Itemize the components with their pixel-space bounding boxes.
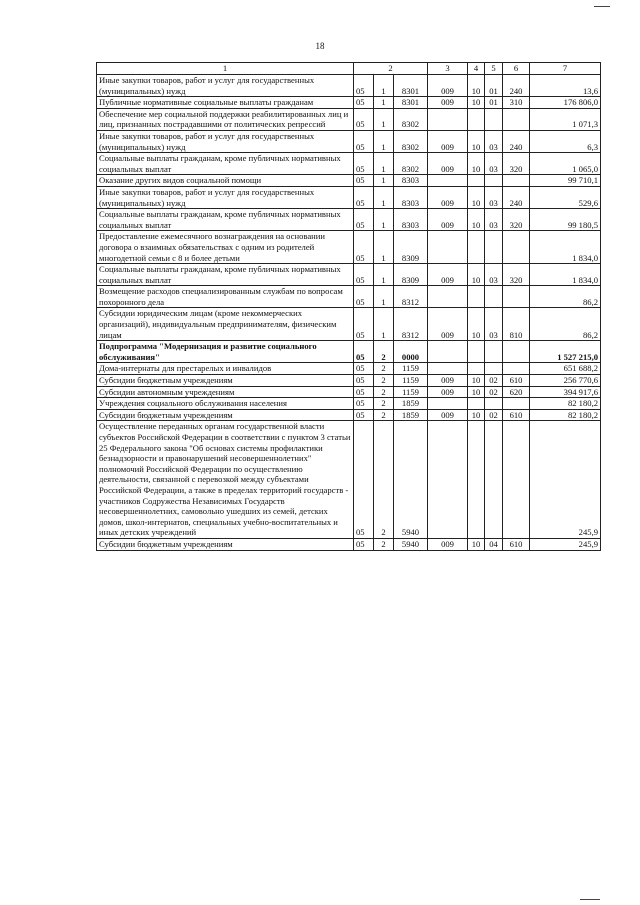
code-subsection: [485, 286, 503, 308]
code-ministry: 009: [428, 264, 468, 286]
code-chapter: 10: [468, 130, 485, 152]
code-section: 05: [354, 264, 374, 286]
code-chapter: [468, 341, 485, 363]
amount: 651 688,2: [530, 363, 601, 375]
code-expense-type: [503, 231, 530, 264]
scan-mark: [580, 899, 600, 900]
row-name: Обеспечение мер социальной поддержки реабилитированных лиц и лиц, признанных пострадавшими от политических репрессий: [97, 108, 354, 130]
code-section: 05: [354, 538, 374, 550]
code-chapter: 10: [468, 538, 485, 550]
row-name: Субсидии бюджетным учреждениям: [97, 409, 354, 421]
amount: 245,9: [530, 421, 601, 539]
code-item: 8312: [394, 286, 428, 308]
code-item: 8302: [394, 108, 428, 130]
code-chapter: 10: [468, 375, 485, 387]
code-program: 2: [374, 375, 394, 387]
header-cell: 1: [97, 63, 354, 75]
header-cell: 7: [530, 63, 601, 75]
code-ministry: 009: [428, 375, 468, 387]
amount: 86,2: [530, 286, 601, 308]
budget-table: [96, 62, 601, 551]
code-program: 1: [374, 175, 394, 187]
code-program: 1: [374, 209, 394, 231]
code-program: 1: [374, 108, 394, 130]
code-subsection: 02: [485, 386, 503, 398]
code-item: 8309: [394, 231, 428, 264]
code-ministry: [428, 363, 468, 375]
code-item: 1159: [394, 375, 428, 387]
code-program: 1: [374, 153, 394, 175]
code-expense-type: [503, 363, 530, 375]
code-item: 8302: [394, 153, 428, 175]
amount: 82 180,2: [530, 398, 601, 410]
code-ministry: [428, 175, 468, 187]
code-expense-type: [503, 175, 530, 187]
code-section: 05: [354, 421, 374, 539]
code-item: 8301: [394, 97, 428, 109]
code-chapter: 10: [468, 209, 485, 231]
header-cell: 2: [354, 63, 428, 75]
code-subsection: 02: [485, 375, 503, 387]
table-row: [97, 130, 601, 152]
amount: 1 065,0: [530, 153, 601, 175]
row-name: Подпрограмма "Модернизация и развитие социального обслуживания": [97, 341, 354, 363]
code-item: 8303: [394, 209, 428, 231]
code-item: 8301: [394, 75, 428, 97]
row-name: Субсидии бюджетным учреждениям: [97, 538, 354, 550]
code-chapter: 10: [468, 75, 485, 97]
code-subsection: [485, 398, 503, 410]
code-chapter: [468, 108, 485, 130]
code-ministry: [428, 231, 468, 264]
row-name: Дома-интернаты для престарелых и инвалидов: [97, 363, 354, 375]
amount: 99 710,1: [530, 175, 601, 187]
code-subsection: [485, 108, 503, 130]
code-item: 8312: [394, 308, 428, 341]
row-name: Публичные нормативные социальные выплаты гражданам: [97, 97, 354, 109]
code-chapter: 10: [468, 264, 485, 286]
code-expense-type: 610: [503, 375, 530, 387]
amount: 529,6: [530, 186, 601, 208]
amount: 86,2: [530, 308, 601, 341]
code-subsection: [485, 363, 503, 375]
code-program: 2: [374, 398, 394, 410]
table-row: [97, 398, 601, 410]
header-cell: 6: [503, 63, 530, 75]
code-subsection: 01: [485, 97, 503, 109]
table-row: [97, 341, 601, 363]
code-ministry: [428, 421, 468, 539]
code-expense-type: 610: [503, 538, 530, 550]
code-section: 05: [354, 153, 374, 175]
code-ministry: 009: [428, 209, 468, 231]
code-program: 1: [374, 97, 394, 109]
table-row: [97, 97, 601, 109]
code-expense-type: 810: [503, 308, 530, 341]
code-subsection: [485, 175, 503, 187]
code-chapter: [468, 363, 485, 375]
code-ministry: [428, 341, 468, 363]
row-name: Предоставление ежемесячного вознаграждения на основании договора о взаимных обязательствах с одним из родителей многодетной семьи с 8 и более детьми: [97, 231, 354, 264]
header-cell: 4: [468, 63, 485, 75]
code-expense-type: [503, 341, 530, 363]
code-program: 1: [374, 130, 394, 152]
code-expense-type: 310: [503, 97, 530, 109]
code-expense-type: 620: [503, 386, 530, 398]
code-chapter: [468, 398, 485, 410]
code-section: 05: [354, 375, 374, 387]
code-item: 1859: [394, 398, 428, 410]
code-chapter: 10: [468, 308, 485, 341]
table-row: [97, 409, 601, 421]
row-name: Осуществление переданных органам государственной власти субъектов Российской Федерации в соответствии с пунктом 3 статьи 25 Федерального закона "Об основах системы профилактики безнадзорности и правонарушений несовершеннолетних" полномочий Российской Федерации по осуществлению деятельности, связанной с перевозкой между субъектами Российской Федерации, а также в пределах территорий государств - участников Содружества Независимых Государств несовершеннолетних, самовольно ушедших из семей, детских домов, школ-интернатов, специальных учебно-воспитательных и иных детских учреждений: [97, 421, 354, 539]
row-name: Социальные выплаты гражданам, кроме публичных нормативных социальных выплат: [97, 264, 354, 286]
code-program: 2: [374, 363, 394, 375]
code-program: 1: [374, 264, 394, 286]
amount: 1 834,0: [530, 264, 601, 286]
code-chapter: 10: [468, 409, 485, 421]
code-expense-type: [503, 398, 530, 410]
code-ministry: 009: [428, 386, 468, 398]
code-section: 05: [354, 363, 374, 375]
code-subsection: [485, 341, 503, 363]
amount: 6,3: [530, 130, 601, 152]
code-expense-type: 320: [503, 153, 530, 175]
code-subsection: 03: [485, 209, 503, 231]
table-row: [97, 386, 601, 398]
code-subsection: 03: [485, 186, 503, 208]
code-expense-type: 240: [503, 75, 530, 97]
code-program: 1: [374, 231, 394, 264]
table-row: [97, 538, 601, 550]
table-row: [97, 153, 601, 175]
code-section: 05: [354, 386, 374, 398]
table-row: [97, 375, 601, 387]
table-header-row: [97, 63, 601, 75]
code-program: 2: [374, 421, 394, 539]
code-expense-type: [503, 286, 530, 308]
code-program: 2: [374, 386, 394, 398]
code-program: 1: [374, 308, 394, 341]
code-program: 2: [374, 538, 394, 550]
code-program: 1: [374, 75, 394, 97]
table-row: [97, 175, 601, 187]
code-chapter: [468, 421, 485, 539]
code-section: 05: [354, 409, 374, 421]
code-program: 2: [374, 409, 394, 421]
code-expense-type: 240: [503, 130, 530, 152]
code-section: 05: [354, 130, 374, 152]
code-section: 05: [354, 308, 374, 341]
code-section: 05: [354, 75, 374, 97]
table-row: [97, 231, 601, 264]
code-section: 05: [354, 231, 374, 264]
row-name: Субсидии автономным учреждениям: [97, 386, 354, 398]
code-item: 1159: [394, 386, 428, 398]
table-row: [97, 75, 601, 97]
code-section: 05: [354, 175, 374, 187]
amount: 82 180,2: [530, 409, 601, 421]
row-name: Субсидии бюджетным учреждениям: [97, 375, 354, 387]
amount: 394 917,6: [530, 386, 601, 398]
code-subsection: 03: [485, 308, 503, 341]
header-cell: 5: [485, 63, 503, 75]
code-subsection: 03: [485, 153, 503, 175]
amount: 256 770,6: [530, 375, 601, 387]
code-item: 1859: [394, 409, 428, 421]
code-item: 8302: [394, 130, 428, 152]
code-ministry: 009: [428, 153, 468, 175]
row-name: Субсидии юридическим лицам (кроме некоммерческих организаций), индивидуальным предпринимателям, физическим лицам: [97, 308, 354, 341]
code-section: 05: [354, 97, 374, 109]
code-ministry: 009: [428, 75, 468, 97]
code-expense-type: 320: [503, 264, 530, 286]
amount: 1 071,3: [530, 108, 601, 130]
table-row: [97, 363, 601, 375]
code-expense-type: [503, 421, 530, 539]
row-name: Иные закупки товаров, работ и услуг для государственных (муниципальных) нужд: [97, 75, 354, 97]
code-ministry: 009: [428, 308, 468, 341]
code-expense-type: [503, 108, 530, 130]
code-expense-type: 320: [503, 209, 530, 231]
code-ministry: 009: [428, 538, 468, 550]
page-number: 18: [315, 41, 325, 51]
code-item: 8303: [394, 175, 428, 187]
code-ministry: 009: [428, 97, 468, 109]
amount: 13,6: [530, 75, 601, 97]
code-expense-type: 610: [503, 409, 530, 421]
amount: 1 527 215,0: [530, 341, 601, 363]
code-item: 1159: [394, 363, 428, 375]
code-subsection: 04: [485, 538, 503, 550]
code-section: 05: [354, 186, 374, 208]
code-ministry: [428, 108, 468, 130]
code-chapter: 10: [468, 153, 485, 175]
row-name: Иные закупки товаров, работ и услуг для государственных (муниципальных) нужд: [97, 186, 354, 208]
row-name: Иные закупки товаров, работ и услуг для государственных (муниципальных) нужд: [97, 130, 354, 152]
code-chapter: [468, 286, 485, 308]
row-name: Социальные выплаты гражданам, кроме публичных нормативных социальных выплат: [97, 209, 354, 231]
code-program: 2: [374, 341, 394, 363]
code-section: 05: [354, 286, 374, 308]
code-chapter: 10: [468, 186, 485, 208]
table-row: [97, 264, 601, 286]
table-row: [97, 286, 601, 308]
scan-mark: [594, 6, 610, 7]
header-cell: 3: [428, 63, 468, 75]
code-item: 8303: [394, 186, 428, 208]
code-section: 05: [354, 341, 374, 363]
row-name: Учреждения социального обслуживания населения: [97, 398, 354, 410]
code-subsection: 03: [485, 130, 503, 152]
code-item: 0000: [394, 341, 428, 363]
amount: 1 834,0: [530, 231, 601, 264]
code-ministry: [428, 286, 468, 308]
code-ministry: 009: [428, 130, 468, 152]
row-name: Возмещение расходов специализированным службам по вопросам похоронного дела: [97, 286, 354, 308]
code-expense-type: 240: [503, 186, 530, 208]
code-subsection: 01: [485, 75, 503, 97]
code-subsection: 02: [485, 409, 503, 421]
code-ministry: 009: [428, 409, 468, 421]
table-row: [97, 308, 601, 341]
amount: 99 180,5: [530, 209, 601, 231]
code-subsection: [485, 421, 503, 539]
code-section: 05: [354, 209, 374, 231]
code-item: 5940: [394, 421, 428, 539]
code-section: 05: [354, 108, 374, 130]
code-chapter: 10: [468, 97, 485, 109]
table-row: [97, 209, 601, 231]
code-item: 8309: [394, 264, 428, 286]
code-chapter: [468, 175, 485, 187]
code-item: 5940: [394, 538, 428, 550]
code-ministry: 009: [428, 186, 468, 208]
amount: 176 806,0: [530, 97, 601, 109]
code-subsection: [485, 231, 503, 264]
code-ministry: [428, 398, 468, 410]
code-program: 1: [374, 286, 394, 308]
table-row: [97, 421, 601, 539]
code-program: 1: [374, 186, 394, 208]
row-name: Оказание других видов социальной помощи: [97, 175, 354, 187]
code-subsection: 03: [485, 264, 503, 286]
code-section: 05: [354, 398, 374, 410]
amount: 245,9: [530, 538, 601, 550]
code-chapter: 10: [468, 386, 485, 398]
table-row: [97, 108, 601, 130]
table-row: [97, 186, 601, 208]
row-name: Социальные выплаты гражданам, кроме публичных нормативных социальных выплат: [97, 153, 354, 175]
code-chapter: [468, 231, 485, 264]
